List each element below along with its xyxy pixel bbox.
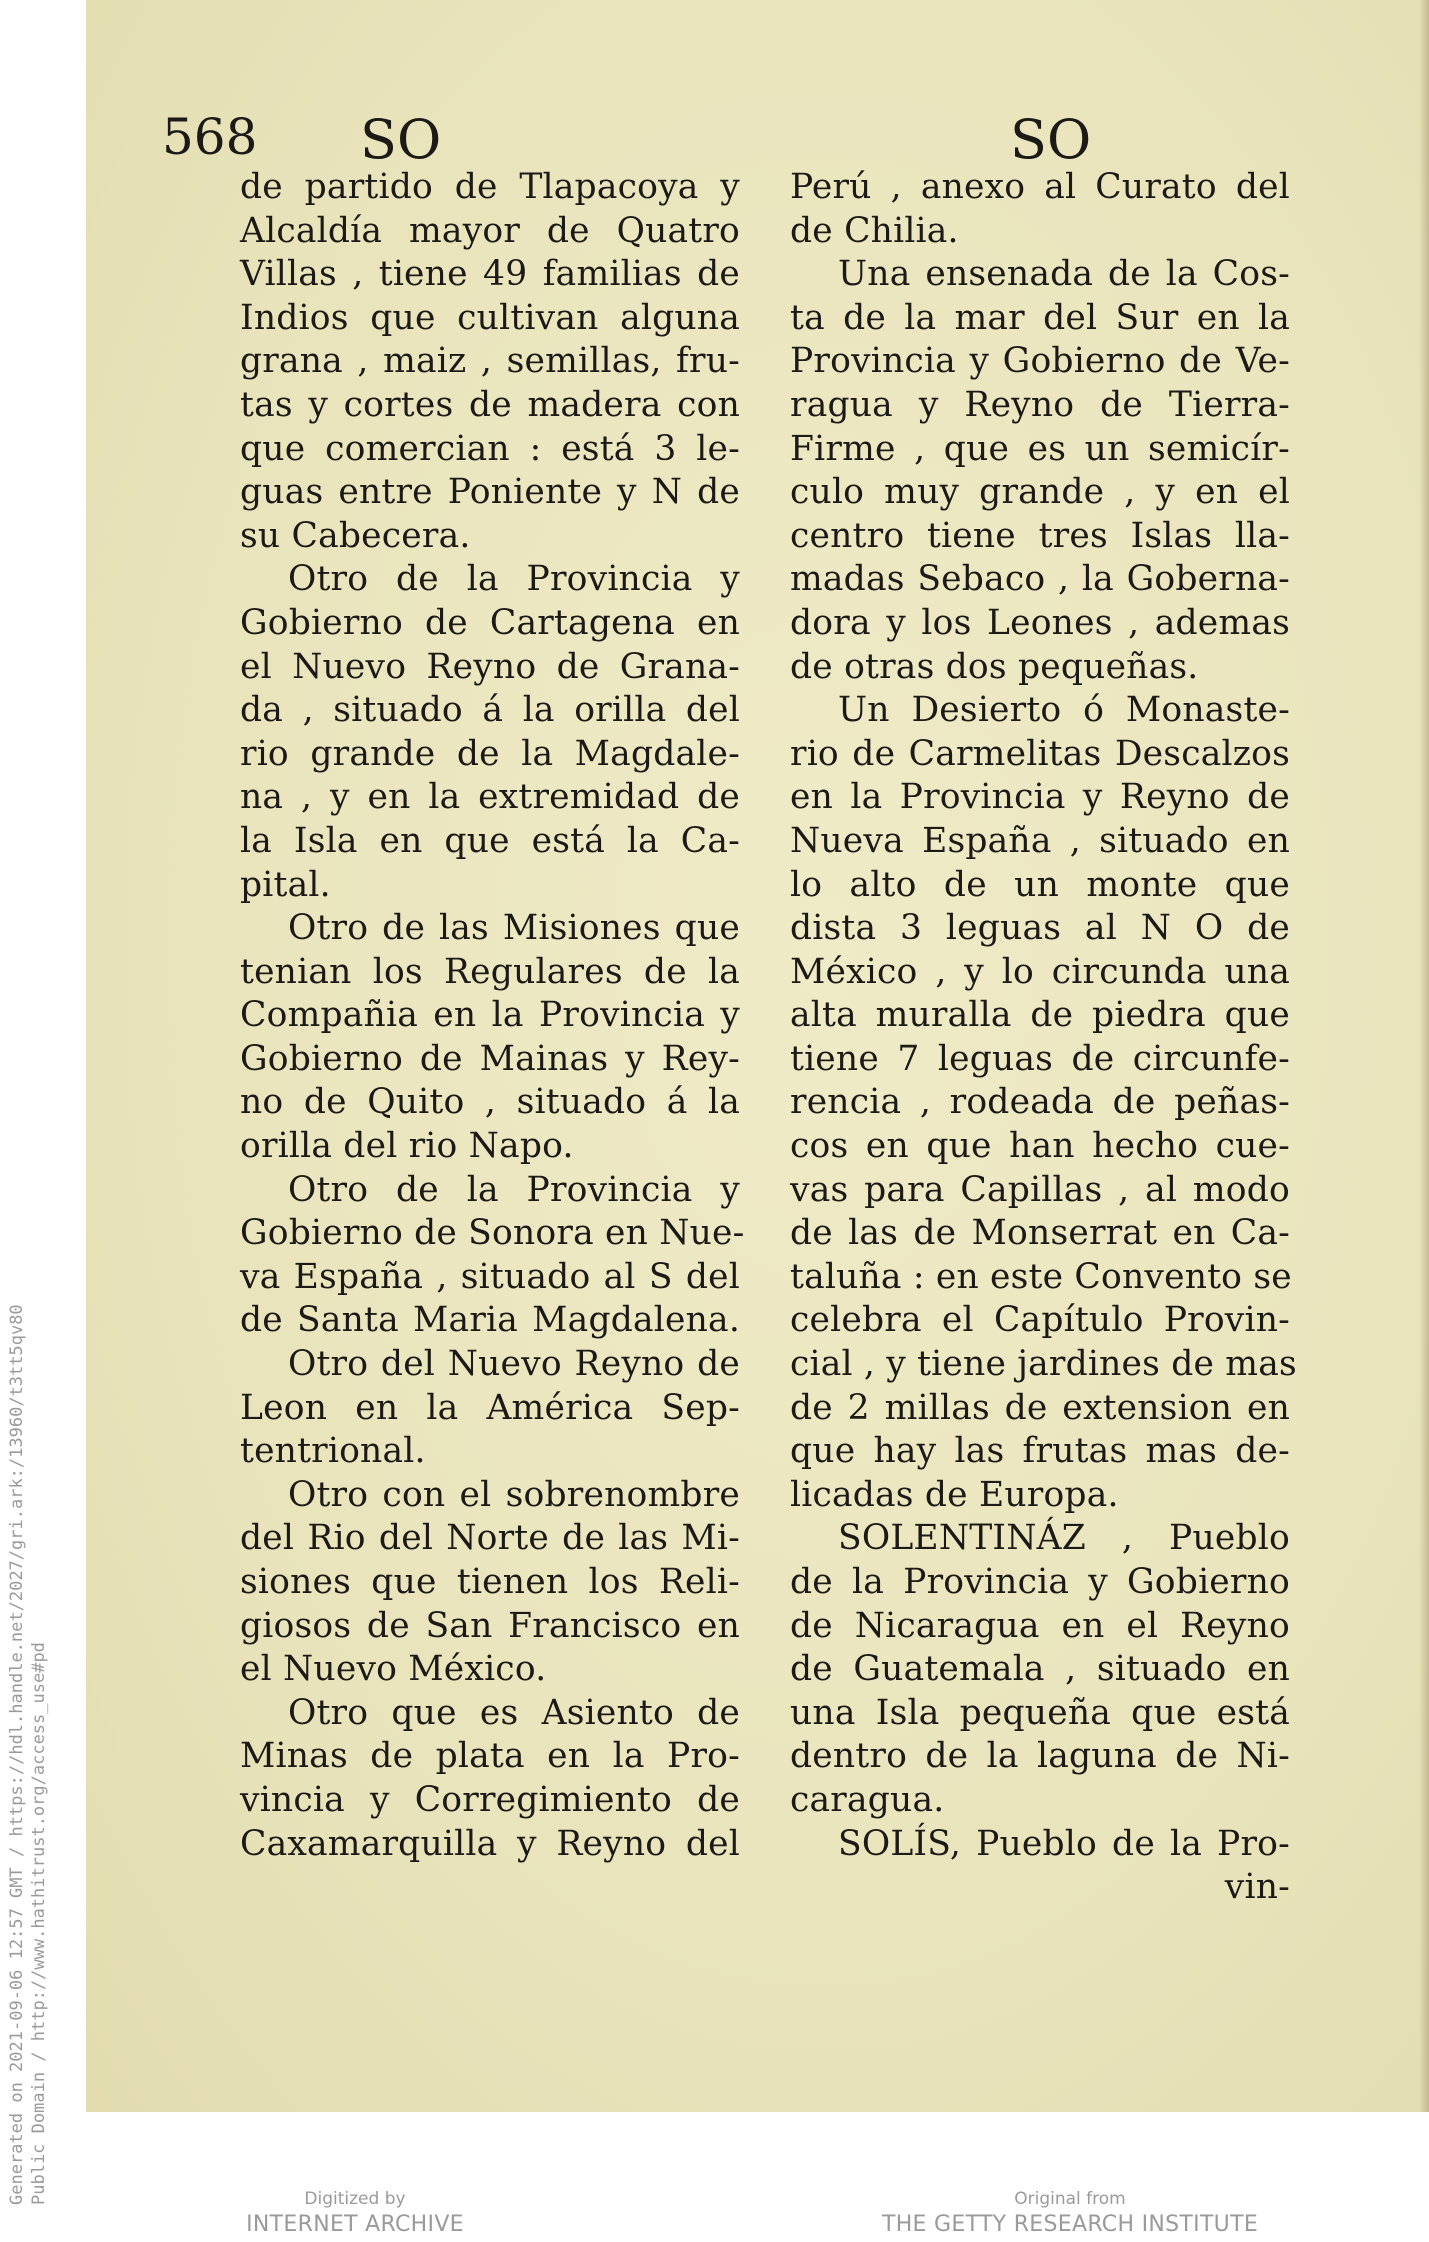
text-line: siones que tienen los Reli-: [240, 1562, 740, 1602]
text-line: dentro de la laguna de Ni-: [790, 1736, 1290, 1777]
watermark-line: Public Domain / http://www.hathitrust.org/access_use#pd: [29, 1642, 49, 2205]
text-line: va España , situado al S del: [240, 1256, 740, 1297]
text-line: tentrional.: [240, 1431, 426, 1472]
text-line: ragua y Reyno de Tierra-: [790, 384, 1290, 425]
text-line: de Chilia.: [790, 210, 959, 251]
digitized-by-label: Digitized by: [304, 2189, 406, 2209]
text-line: rio grande de la Magdale-: [240, 733, 740, 774]
text-line: que hay las frutas mas de-: [790, 1431, 1290, 1472]
text-line: licadas de Europa.: [790, 1474, 1119, 1515]
text-line: vas para Capillas , al modo: [790, 1169, 1290, 1210]
text-line: Una ensenada de la Cos-: [838, 254, 1290, 295]
text-line: la Isla en que está la Ca-: [240, 820, 740, 861]
text-line: Minas de plata en la Pro-: [240, 1736, 740, 1777]
text-line: grana , maiz , semillas, fru-: [240, 341, 740, 382]
text-line: de partido de Tlapacoya y: [240, 167, 740, 207]
text-line: SOLENTINÁZ , Pueblo: [838, 1518, 1290, 1559]
text-line: Otro de la Provincia y: [288, 1169, 740, 1210]
text-line: dista 3 leguas al N O de: [790, 908, 1290, 949]
text-line: Compañia en la Provincia y: [240, 995, 740, 1036]
text-line: Otro con el sobrenombre: [288, 1474, 740, 1515]
text-line: de Guatemala , situado en: [790, 1649, 1290, 1690]
text-line: Un Desierto ó Monaste-: [838, 690, 1290, 731]
text-line: rio de Carmelitas Descalzos: [790, 733, 1290, 774]
hathitrust-watermark: [6, 1304, 50, 2205]
text-line: orilla del rio Napo.: [240, 1126, 574, 1167]
catchword: vin-: [1224, 1867, 1290, 1908]
text-line: Otro que es Asiento de: [288, 1692, 740, 1733]
text-line: culo muy grande , y en el: [790, 472, 1290, 513]
text-line: del Rio del Norte de las Mi-: [240, 1518, 740, 1559]
text-line: Provincia y Gobierno de Ve-: [790, 341, 1290, 382]
text-line: el Nuevo México.: [240, 1649, 547, 1690]
running-head-left: SO: [360, 108, 442, 171]
text-line: Caxamarquilla y Reyno del: [240, 1823, 740, 1864]
text-line: giosos de San Francisco en: [240, 1605, 740, 1646]
text-line: Perú , anexo al Curato del: [790, 167, 1290, 207]
text-line: de Nicaragua en el Reyno: [790, 1605, 1290, 1646]
text-line: en la Provincia y Reyno de: [790, 777, 1290, 818]
text-line: Otro de las Misiones que: [288, 908, 740, 949]
text-line: na , y en la extremidad de: [240, 777, 740, 818]
page-number: 568: [162, 108, 258, 166]
text-line: vincia y Corregimiento de: [240, 1779, 740, 1820]
text-line: Firme , que es un semicír-: [790, 428, 1290, 469]
text-line: Nueva España , situado en: [790, 820, 1290, 861]
text-line: el Nuevo Reyno de Grana-: [240, 646, 740, 687]
text-line: de la Provincia y Gobierno: [790, 1562, 1290, 1602]
left-text-column: [240, 166, 745, 1866]
text-line: no de Quito , situado á la: [240, 1082, 740, 1123]
text-line: pital.: [240, 864, 331, 905]
text-line: taluña : en este Convento se: [790, 1256, 1292, 1297]
text-line: caragua.: [790, 1779, 945, 1820]
text-line: Gobierno de Sonora en Nue-: [240, 1213, 745, 1254]
getty-institute-label: THE GETTY RESEARCH INSTITUTE: [881, 2212, 1259, 2237]
text-line: da , situado á la orilla del: [240, 690, 740, 731]
text-line: su Cabecera.: [240, 515, 471, 556]
text-line: Indios que cultivan alguna: [240, 297, 740, 338]
text-line: de las de Monserrat en Ca-: [790, 1213, 1290, 1254]
text-line: de otras dos pequeñas.: [790, 646, 1199, 687]
text-line: centro tiene tres Islas lla-: [790, 515, 1290, 556]
text-line: Otro del Nuevo Reyno de: [288, 1344, 740, 1385]
text-line: madas Sebaco , la Goberna-: [790, 559, 1290, 600]
text-line: ta de la mar del Sur en la: [790, 297, 1290, 338]
text-line: de Santa Maria Magdalena.: [240, 1300, 740, 1341]
text-line: SOLÍS, Pueblo de la Pro-: [838, 1823, 1290, 1864]
text-line: rencia , rodeada de peñas-: [790, 1082, 1290, 1123]
text-line: tas y cortes de madera con: [240, 384, 740, 425]
text-line: una Isla pequeña que está: [790, 1692, 1290, 1733]
text-line: dora y los Leones , ademas: [790, 602, 1290, 643]
text-line: lo alto de un monte que: [790, 864, 1290, 905]
text-line: de 2 millas de extension en: [790, 1387, 1290, 1428]
text-line: Gobierno de Mainas y Rey-: [240, 1038, 740, 1079]
watermark-line: Generated on 2021-09-06 12:57 GMT / https://hdl.handle.net/2027/gri.ark:/13960/t3tt5qv80: [7, 1304, 27, 2205]
right-text-column: [790, 166, 1297, 1910]
digitized-by-credit: [240, 2188, 470, 2240]
original-from-credit: [870, 2188, 1270, 2240]
text-line: Gobierno de Cartagena en: [240, 602, 740, 643]
text-line: cos en que han hecho cue-: [790, 1126, 1290, 1167]
text-line: Villas , tiene 49 familias de: [240, 254, 740, 295]
internet-archive-label: INTERNET ARCHIVE: [246, 2212, 464, 2237]
text-line: celebra el Capítulo Provin-: [790, 1300, 1290, 1341]
text-line: guas entre Poniente y N de: [240, 472, 740, 513]
text-line: tenian los Regulares de la: [240, 951, 740, 992]
text-line: alta muralla de piedra que: [790, 995, 1290, 1036]
original-from-label: Original from: [1014, 2189, 1126, 2209]
text-line: México , y lo circunda una: [790, 951, 1290, 992]
text-line: Alcaldía mayor de Quatro: [240, 210, 740, 251]
text-line: tiene 7 leguas de circunfe-: [790, 1038, 1290, 1079]
text-line: Leon en la América Sep-: [240, 1387, 740, 1428]
text-line: cial , y tiene jardines de mas: [790, 1344, 1297, 1385]
running-head-right: SO: [1010, 108, 1092, 171]
text-line: Otro de la Provincia y: [288, 559, 740, 600]
text-line: que comercian : está 3 le-: [240, 428, 740, 469]
